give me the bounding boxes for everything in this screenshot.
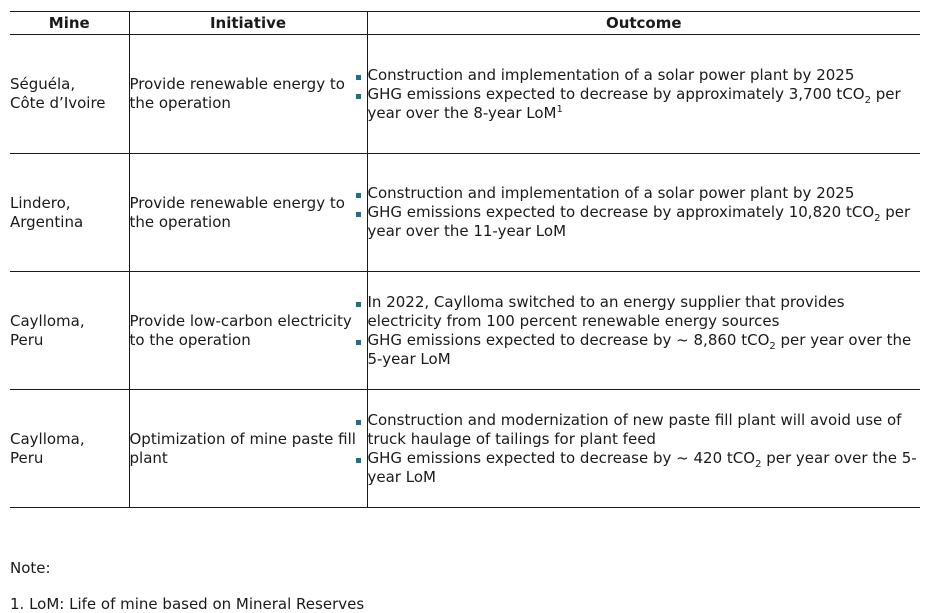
mine-cell xyxy=(10,35,129,154)
subscript: 2 xyxy=(769,340,776,352)
header-outcome: Outcome xyxy=(367,12,920,35)
square-bullet-icon xyxy=(356,340,361,345)
mine-name-line: Caylloma, xyxy=(10,429,85,448)
outcome-bullet xyxy=(368,85,921,123)
bullet-text: Construction and implementation of a solar power plant by 2025 xyxy=(367,65,855,84)
outcome-bullet xyxy=(368,184,921,203)
square-bullet-icon xyxy=(356,420,361,425)
mine-country-line: Argentina xyxy=(10,212,84,231)
mine-country-line: Peru xyxy=(10,448,44,467)
mine-name-line: Caylloma, xyxy=(10,311,85,330)
initiative-cell: Provide low-carbon electricity to the operation xyxy=(129,272,367,390)
bullet-text: GHG emissions expected to decrease by approximately 10,820 tCO xyxy=(367,203,875,221)
square-bullet-icon xyxy=(356,212,361,217)
subscript: 2 xyxy=(864,94,871,106)
mine-name-line: Lindero, xyxy=(10,193,71,212)
outcome-bullet xyxy=(368,66,921,85)
bullet-text: GHG emissions expected to decrease by approximately 3,700 tCO xyxy=(367,84,865,103)
table-row xyxy=(10,154,920,272)
bullet-text-end: per year over the 5-year LoM xyxy=(367,330,912,368)
square-bullet-icon xyxy=(356,302,361,307)
initiative-cell: Optimization of mine paste fill plant xyxy=(129,390,367,508)
square-bullet-icon xyxy=(356,75,361,80)
bullet-text-end: per year over the 11-year LoM xyxy=(367,203,911,240)
initiative-cell: Provide renewable energy to the operation xyxy=(129,154,367,272)
outcome-bullet xyxy=(368,449,921,487)
header-row xyxy=(10,12,920,35)
bullet-text: In 2022, Caylloma switched to an energy supplier that provides electricity from 100 percent renewable energy sources xyxy=(367,292,845,330)
outcome-bullet xyxy=(368,411,921,449)
bullet-text-end: per year over the 5-year LoM xyxy=(367,448,917,486)
header-mine: Mine xyxy=(10,12,129,35)
outcome-bullet xyxy=(368,293,921,331)
outcome-cell xyxy=(367,390,920,508)
footnote-marker: 1 xyxy=(556,103,563,115)
initiative-cell: Provide renewable energy to the operation xyxy=(129,35,367,154)
outcome-bullet xyxy=(368,203,921,241)
square-bullet-icon xyxy=(356,94,361,99)
mine-name-line: Séguéla, xyxy=(10,75,76,93)
outcome-cell xyxy=(367,35,920,154)
outcome-bullet xyxy=(368,331,921,369)
table-row xyxy=(10,35,920,154)
square-bullet-icon xyxy=(356,193,361,198)
table-row xyxy=(10,390,920,508)
mine-country-line: Côte d’Ivoire xyxy=(10,94,106,112)
mine-country-line: Peru xyxy=(10,330,44,349)
square-bullet-icon xyxy=(356,458,361,463)
outcome-cell xyxy=(367,154,920,272)
subscript: 2 xyxy=(874,213,881,224)
bullet-text: Construction and modernization of new paste fill plant will avoid use of truck haulage of tailings for plant feed xyxy=(367,410,902,448)
note-footnote: 1. LoM: Life of mine based on Mineral Reserves xyxy=(10,595,365,613)
table-row xyxy=(10,272,920,390)
bullet-text-end: per year over the 8-year LoM xyxy=(367,84,901,122)
mine-cell xyxy=(10,272,129,390)
mine-cell xyxy=(10,154,129,272)
header-initiative: Initiative xyxy=(129,12,367,35)
bullet-text: GHG emissions expected to decrease by ~ 8,860 tCO xyxy=(367,330,770,349)
outcome-cell xyxy=(367,272,920,390)
mine-cell xyxy=(10,390,129,508)
initiatives-table xyxy=(10,11,920,508)
subscript: 2 xyxy=(755,458,762,470)
note-heading: Note: xyxy=(10,559,51,577)
bullet-text: GHG emissions expected to decrease by ~ 420 tCO xyxy=(367,448,756,467)
bullet-text: Construction and implementation of a solar power plant by 2025 xyxy=(367,184,855,202)
